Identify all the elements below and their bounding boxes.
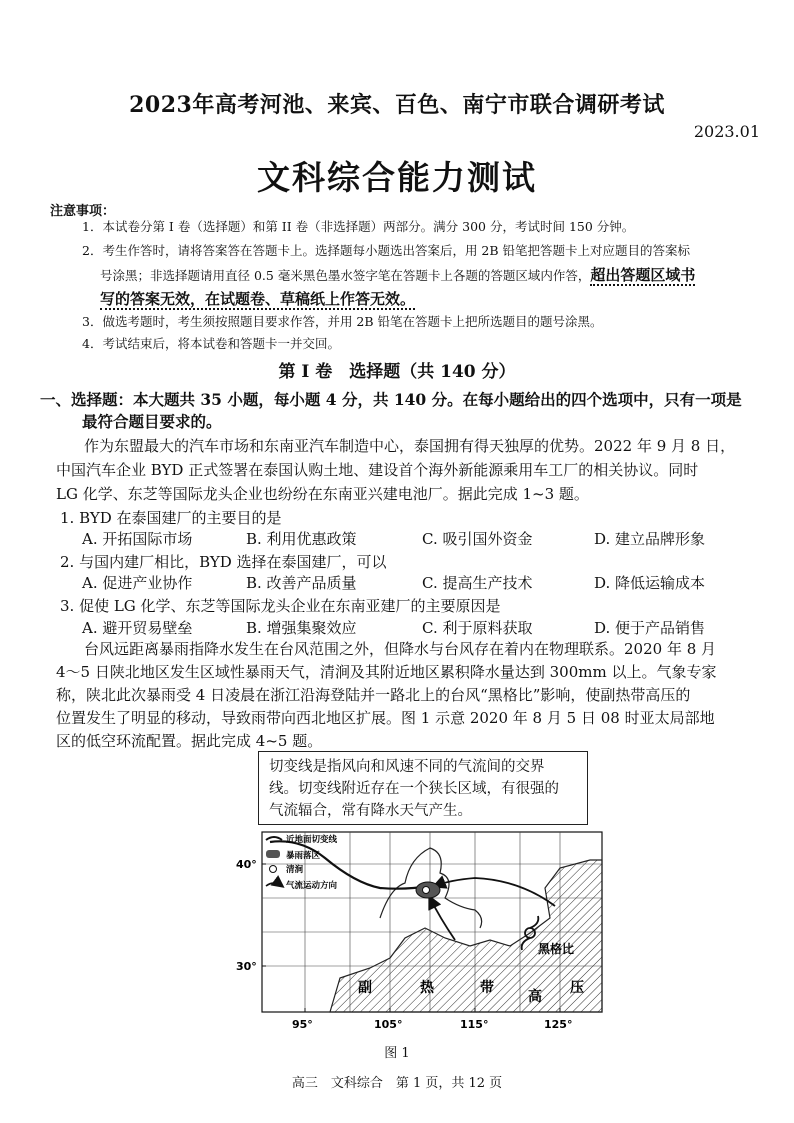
callout-line-1: 切变线是指风向和风速不同的气流间的交界	[269, 759, 545, 775]
page-footer: 高三 文科综合 第 1 页，共 12 页	[291, 1076, 503, 1091]
high-label-5: 压	[570, 980, 584, 996]
notice-emphasis-1: 超出答题区域书	[590, 266, 696, 284]
exam-date: 2023.01	[693, 122, 760, 141]
q3-option-c: C. 利于原料获取	[422, 619, 533, 637]
notice-item-3: 3．做选考题时，考生须按照题目要求作答，并用 2B 铅笔在答题卡上把所选题目的题号涂黑。	[82, 314, 603, 329]
notice-heading: 注意事项：	[50, 204, 116, 219]
notice-item-1: 1．本试卷分第 I 卷（选择题）和第 II 卷（非选择题）两部分。满分 300 分，考试时间 150 分钟。	[82, 219, 635, 234]
passage1-line3: LG 化学、东芝等国际龙头企业也纷纷在东南亚兴建电池厂。据此完成 1~3 题。	[56, 485, 589, 503]
main-title: 文科综合能力测试	[257, 158, 537, 197]
legend-qingjian: 清涧	[286, 865, 304, 875]
legend-shear: 近地面切变线	[286, 835, 338, 845]
q1-option-b: B. 利用优惠政策	[246, 530, 357, 548]
q1-option-a: A. 开拓国际市场	[82, 530, 193, 548]
lon-label-115: 115°	[460, 1018, 489, 1031]
passage2-line5: 区的低空环流配置。据此完成 4~5 题。	[56, 732, 323, 750]
legend-qingjian-icon	[270, 866, 277, 873]
notice-item-2-cont	[100, 263, 762, 288]
passage2-line1: 台风远距离暴雨指降水发生在台风范围之外，但降水与台风存在着内在物理联系。2020 年 8 月	[84, 640, 717, 658]
airflow-arrow-east	[435, 878, 555, 906]
q1-option-d: D. 建立品牌形象	[594, 530, 706, 548]
lat-label-40: 40°	[236, 858, 257, 871]
section-intro-cont: 最符合题目要求的。	[82, 412, 222, 431]
map-legend	[266, 834, 338, 891]
callout-line-2: 线。切变线附近存在一个狭长区域，有很强的	[269, 781, 559, 797]
passage1-line2: 中国汽车企业 BYD 正式签署在泰国认购土地、建设首个海外新能源乘用车工厂的相关协议。同时	[56, 461, 699, 479]
legend-airflow: 气流运动方向	[286, 881, 338, 891]
q2-option-a: A. 促进产业协作	[82, 574, 193, 592]
q3-option-d: D. 便于产品销售	[594, 619, 706, 637]
q3-option-b: B. 增强集聚效应	[246, 619, 357, 637]
notice-item-2: 2．考生作答时，请将答案答在答题卡上。选择题每小题选出答案后，用 2B 铅笔把答题卡上对应题目的答案标	[82, 243, 691, 258]
figure-1-map	[230, 828, 610, 1038]
legend-shear-icon	[266, 837, 282, 840]
q2-option-d: D. 降低运输成本	[594, 574, 706, 592]
section-intro: 一、选择题：本大题共 35 小题，每小题 4 分，共 140 分。在每小题给出的四个选项中，只有一项是	[40, 390, 742, 409]
q3-option-a: A. 避开贸易壁垒	[82, 619, 193, 637]
section-heading: 第 I 卷 选择题（共 140 分）	[278, 362, 516, 382]
passage2-line3: 称，陕北此次暴雨受 4 日凌晨在浙江沿海登陆并一路北上的台风“黑格比”影响，使副热带高压的	[56, 686, 691, 704]
question-1-stem: 1. BYD 在泰国建厂的主要目的是	[60, 509, 282, 527]
q1-option-c: C. 吸引国外资金	[422, 530, 533, 548]
qingjian-marker	[423, 887, 430, 894]
legend-airflow-icon	[266, 883, 282, 886]
q2-option-c: C. 提高生产技术	[422, 574, 533, 592]
legend-rain-icon	[266, 850, 280, 858]
notice-item-2-text: 号涂黑；非选择题请用直径 0.5 毫米黑色墨水签字笔在答题卡上各题的答题区域内作答，	[100, 268, 591, 283]
q2-option-b: B. 改善产品质量	[246, 574, 357, 592]
notice-emphasis-2: 写的答案无效，在试题卷、草稿纸上作答无效。	[100, 290, 416, 308]
high-label-4: 高	[528, 989, 542, 1005]
figure-caption: 图 1	[384, 1046, 410, 1061]
high-label-3: 带	[480, 980, 494, 996]
exam-title: 2023年高考河池、来宾、百色、南宁市联合调研考试	[129, 92, 665, 118]
passage1-line1: 作为东盟最大的汽车市场和东南亚汽车制造中心，泰国拥有得天独厚的优势。2022 年 9 月 8 日，	[84, 437, 736, 455]
passage2-line4: 位置发生了明显的移动，导致雨带向西北地区扩展。图 1 示意 2020 年 8 月 5 日 08 时亚太局部地	[56, 709, 715, 727]
lon-label-105: 105°	[374, 1018, 403, 1031]
question-2-stem: 2. 与国内建厂相比，BYD 选择在泰国建厂，可以	[60, 553, 387, 571]
callout-line-3: 气流辐合，常有降水天气产生。	[269, 803, 472, 819]
high-label-1: 副	[358, 980, 372, 996]
lat-label-30: 30°	[236, 960, 257, 973]
notice-item-4: 4．考试结束后，将本试卷和答题卡一并交回。	[82, 336, 340, 351]
lon-label-95: 95°	[292, 1018, 313, 1031]
passage2-line2: 4～5 日陕北地区发生区域性暴雨天气，清涧及其附近地区累积降水量达到 300mm 以上。气象专家	[56, 663, 717, 681]
definition-callout	[258, 751, 588, 825]
lon-label-125: 125°	[544, 1018, 573, 1031]
high-label-2: 热	[420, 980, 434, 996]
notice-item-2-end	[100, 288, 762, 309]
legend-rain: 暴雨落区	[286, 851, 321, 861]
question-3-stem: 3. 促使 LG 化学、东芝等国际龙头企业在东南亚建厂的主要原因是	[60, 597, 501, 615]
typhoon-label: 黑格比	[538, 942, 575, 956]
